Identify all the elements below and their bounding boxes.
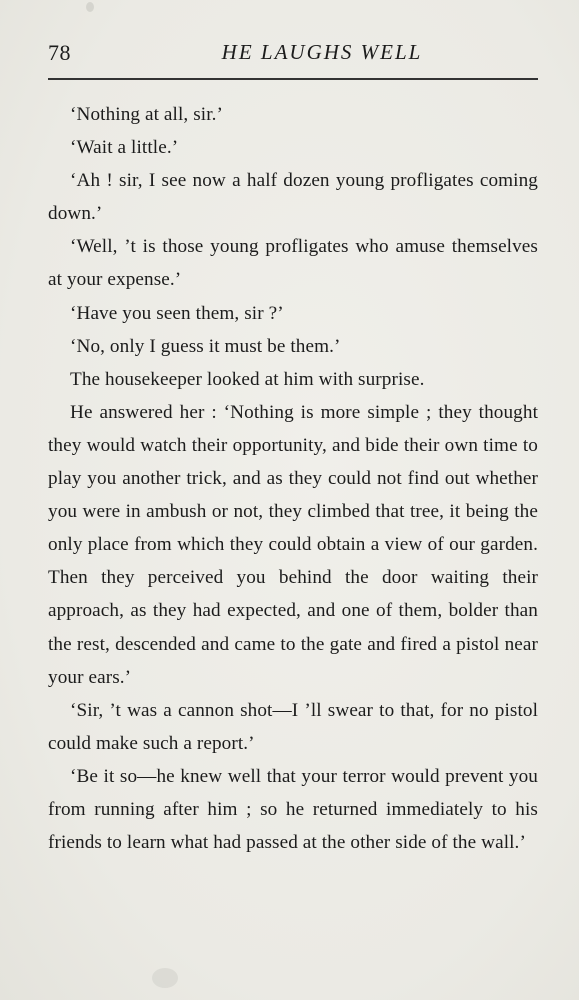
paragraph: ‘Be it so—he knew well that your terror would prevent you from running after him ; so he returned immediately to his friends to learn what had passed at the other side of the wall.’ — [48, 765, 538, 854]
paragraph: ‘No, only I guess it must be them.’ — [70, 335, 341, 357]
paragraph: ‘Have you seen them, sir ?’ — [70, 302, 284, 324]
page-number: 78 — [48, 40, 71, 65]
header-rule — [48, 78, 538, 80]
running-head — [48, 40, 538, 74]
paper-smudge — [152, 968, 178, 988]
paragraph: He answered her : ‘Nothing is more simple ; they thought they would watch their opportunity, and bide their own time to play you another trick, and as they could not find out whether you were in ambush or not, they climbed that tree, it being the only place from which they could obtain a view of our garden. Then they perceived you behind the door waiting their approach, as they had expected, and one of them, bolder than the rest, descended and came to the gate and fired a pistol near your ears.’ — [48, 401, 538, 688]
paragraph: ‘Wait a little.’ — [70, 137, 179, 159]
running-title: HE LAUGHS WELL — [221, 40, 423, 64]
paragraph: ‘Nothing at all, sir.’ — [70, 104, 224, 125]
paper-smudge — [86, 2, 94, 12]
paragraph: ‘Sir, ’t was a cannon shot—I ’ll swear to that, for no pistol could make such a report.’ — [48, 699, 538, 754]
paragraph: The housekeeper looked at him with surprise. — [70, 368, 425, 390]
paragraph: ‘Ah ! sir, I see now a half dozen young profligates coming down.’ — [48, 170, 538, 225]
body-text — [48, 98, 538, 859]
paragraph: ‘Well, ’t is those young profligates who amuse themselves at your expense.’ — [48, 236, 538, 291]
